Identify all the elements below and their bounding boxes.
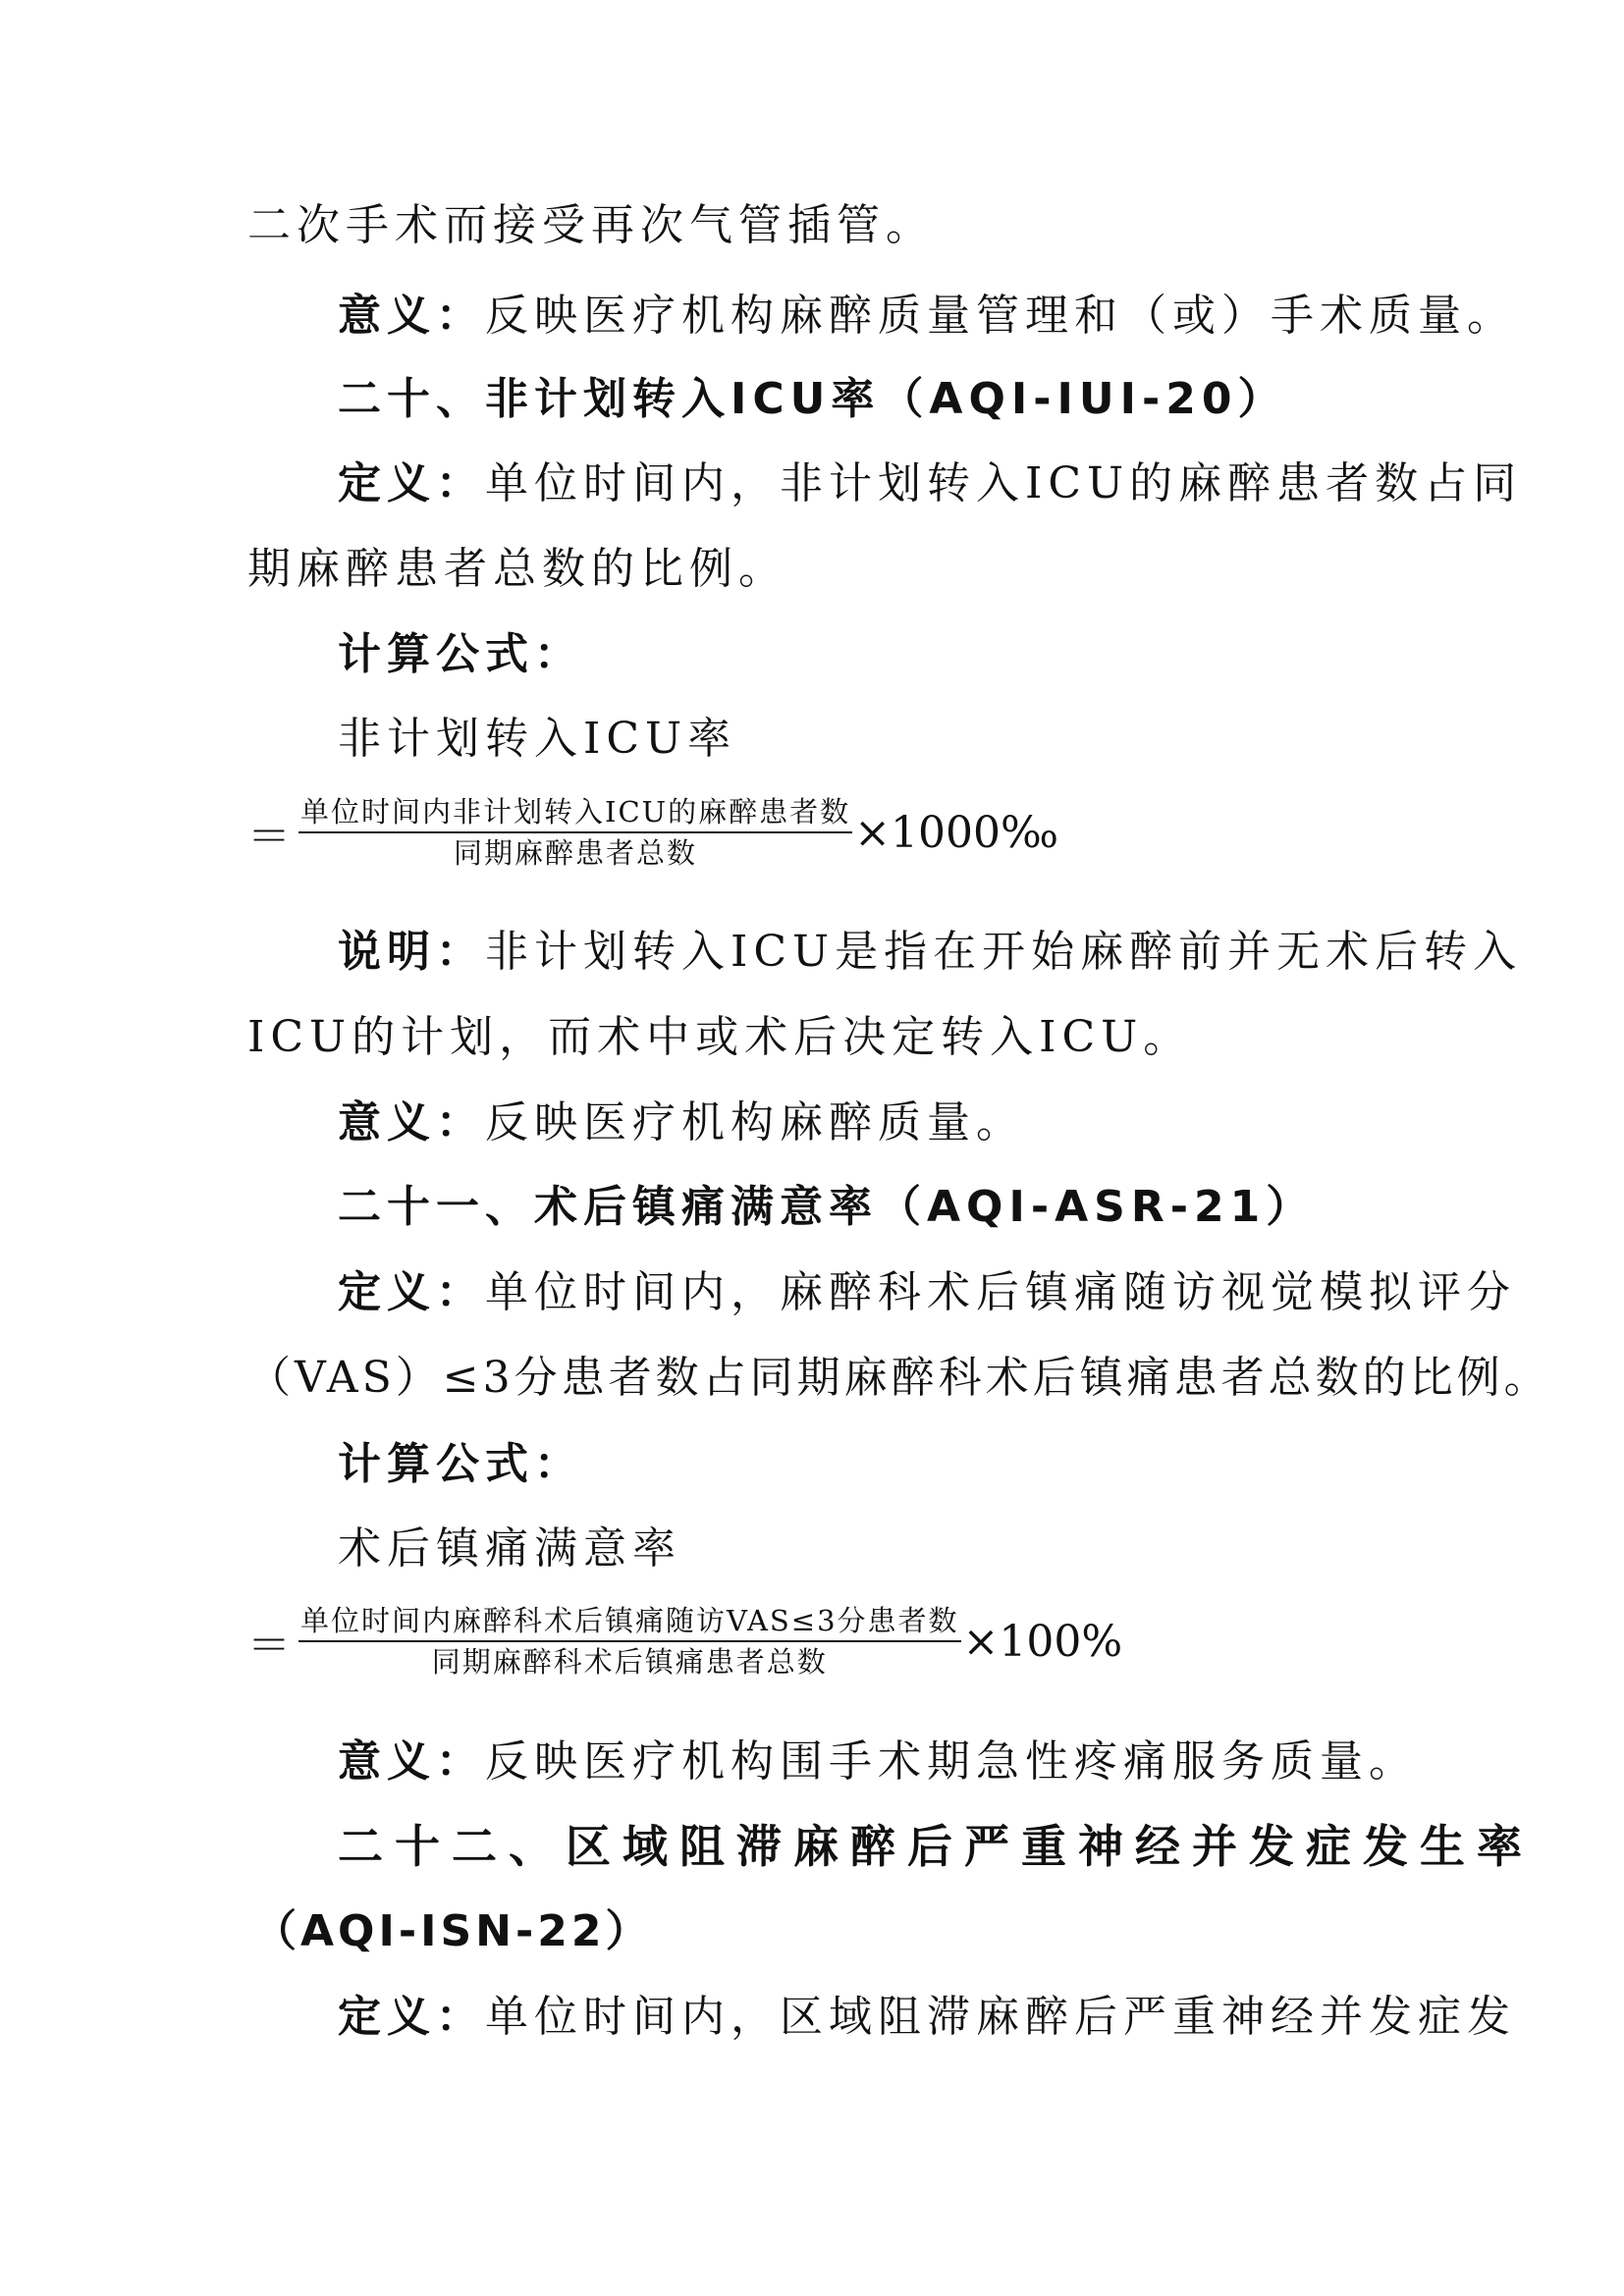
s20-note-line1: [338, 923, 1523, 982]
definition-label: 定义：: [338, 458, 485, 508]
s21-formula-name: 术后镇痛满意率: [338, 1523, 681, 1574]
denominator: 同期麻醉科术后镇痛患者总数: [431, 1645, 828, 1679]
s19-meaning: [338, 287, 1516, 346]
s21-formula: [247, 1587, 1122, 1695]
s21-formula-label: 计算公式：: [338, 1439, 583, 1489]
multiplier: ×100%: [962, 1616, 1123, 1667]
meaning-text: 反映医疗机构围手术期急性疼痛服务质量。: [485, 1736, 1418, 1787]
equals-sign: ＝: [247, 812, 291, 862]
s22-definition-line1: [338, 1988, 1516, 2047]
definition-label: 定义：: [338, 1267, 485, 1317]
note-label: 说明：: [338, 927, 485, 977]
multiplier: ×1000‰: [854, 807, 1058, 858]
numerator: 单位时间内非计划转入ICU的麻醉患者数: [298, 792, 852, 833]
section-20-heading: 二十、非计划转入ICU率（AQI-IUI-20）: [338, 374, 1287, 424]
paragraph-continuation: 二次手术而接受再次气管插管。: [247, 200, 935, 250]
equals-sign: ＝: [247, 1621, 291, 1671]
fraction: [298, 1601, 961, 1682]
fraction: [298, 792, 852, 873]
note-text: 非计划转入ICU是指在开始麻醉前并无术后转入: [485, 927, 1523, 977]
s20-formula-name: 非计划转入ICU率: [338, 714, 737, 764]
meaning-label: 意义：: [338, 291, 485, 341]
s21-definition-line1: [338, 1263, 1516, 1322]
s20-formula: [247, 778, 1058, 886]
s20-meaning: [338, 1094, 1487, 1152]
definition-text: 单位时间内，非计划转入ICU的麻醉患者数占同: [485, 458, 1523, 508]
s21-definition-line2: （VAS）≤3分患者数占同期麻醉科术后镇痛患者总数的比例。: [247, 1353, 1551, 1403]
meaning-label: 意义：: [338, 1097, 485, 1148]
s21-meaning: [338, 1733, 1487, 1791]
section-22-heading-line1: 二十二、区域阻滞麻醉后严重神经并发症发生率: [338, 1820, 1534, 1873]
denominator: 同期麻醉患者总数: [454, 836, 698, 870]
definition-label: 定义：: [338, 1992, 485, 2042]
numerator: 单位时间内麻醉科术后镇痛随访VAS≤3分患者数: [298, 1601, 961, 1642]
section-21-heading: 二十一、术后镇痛满意率（AQI-ASR-21）: [338, 1182, 1316, 1232]
s20-formula-label: 计算公式：: [338, 629, 583, 679]
s20-definition-line1: [338, 454, 1523, 513]
definition-text: 单位时间内，区域阻滞麻醉后严重神经并发症发: [485, 1992, 1516, 2042]
meaning-text: 反映医疗机构麻醉质量。: [485, 1097, 1025, 1148]
s20-definition-line2: 期麻醉患者总数的比例。: [247, 544, 787, 594]
definition-text: 单位时间内，麻醉科术后镇痛随访视觉模拟评分: [485, 1267, 1516, 1317]
meaning-text: 反映医疗机构麻醉质量管理和（或）手术质量。: [485, 291, 1516, 341]
meaning-label: 意义：: [338, 1736, 485, 1787]
section-22-heading-line2: （AQI-ISN-22）: [253, 1906, 653, 1956]
s20-note-line2: ICU的计划，而术中或术后决定转入ICU。: [247, 1012, 1193, 1062]
